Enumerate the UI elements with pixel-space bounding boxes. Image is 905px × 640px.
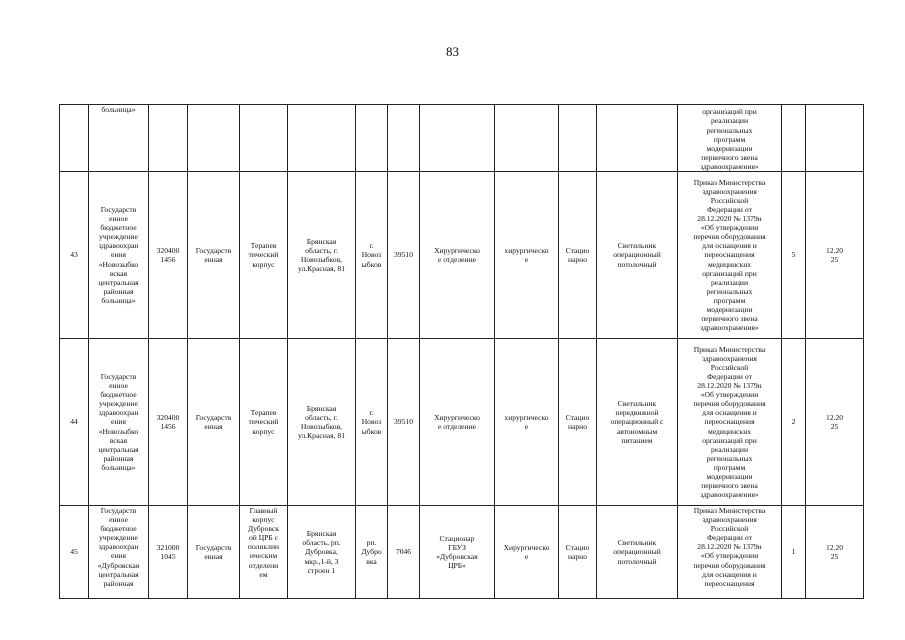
cell-quantity: 2 [782,339,806,506]
cell-num: 43 [60,172,89,339]
cell-basis: Приказ Министерства здравоохранения Российской Федерации от 28.12.2020 № 1379н «Об утверждении перечня оборудования для оснащения и переоснащения медицинских организаций при реализации региональных программ модернизации первичного звена здравоохранения» [678,339,782,506]
cell-care-form: Стацио нарно [559,506,597,599]
cell-code [149,105,188,172]
cell-equipment [597,105,678,172]
cell-locality: г. Новоз ыбков [356,339,388,506]
cell-address: Брянская область, рп. Дубровка, мкр.,1-й, 3 строен 1 [288,506,356,599]
cell-postcode: 39510 [388,339,420,506]
cell-care-form: Стацио нарно [559,172,597,339]
cell-postcode [388,105,420,172]
cell-code: 321000 1045 [149,506,188,599]
cell-equipment: Светильник операционный потолочный [597,506,678,599]
cell-num: 45 [60,506,89,599]
cell-care-form: Стацио нарно [559,339,597,506]
cell-code: 320400 1456 [149,172,188,339]
cell-quantity: 1 [782,506,806,599]
cell-department: Стационар ГБУЗ «Дубровская ЦРБ» [420,506,495,599]
cell-ownership: Государств енная [188,506,240,599]
cell-num [60,105,89,172]
cell-organization: Государств енное бюджетное учреждение здравоохран ения «Дубровская центральная районная [89,506,149,599]
cell-equipment: Светильник операционный потолочный [597,172,678,339]
cell-ownership [188,105,240,172]
cell-profile: хирургическо е [495,339,559,506]
cell-address: Брянская область, г. Новозыбков, ул.Красная, 81 [288,172,356,339]
cell-date [806,105,864,172]
cell-organization: больница» [89,105,149,172]
cell-basis: Приказ Министерства здравоохранения Российской Федерации от 28.12.2020 № 1379н «Об утверждении перечня оборудования для оснащения и переоснащения [678,506,782,599]
cell-date: 12.20 25 [806,172,864,339]
table-row [60,506,864,599]
cell-locality [356,105,388,172]
cell-ownership: Государств енная [188,339,240,506]
cell-locality: рп. Дубро вка [356,506,388,599]
cell-basis: Приказ Министерства здравоохранения Российской Федерации от 28.12.2020 № 1379н «Об утверждении перечня оборудования для оснащения и переоснащения медицинских организаций при реализации региональных программ модернизации первичного звена здравоохранения» [678,172,782,339]
cell-date: 12.20 25 [806,339,864,506]
cell-organization: Государств енное бюджетное учреждение здравоохран ения «Новозыбко вская центральная районная больница» [89,339,149,506]
cell-postcode: 39510 [388,172,420,339]
cell-postcode: 7046 [388,506,420,599]
cell-basis: организаций при реализации региональных программ модернизации первичного звена здравоохранения» [678,105,782,172]
cell-department: Хирургическо е отделение [420,172,495,339]
cell-num: 44 [60,339,89,506]
cell-building: Терапев тический корпус [240,172,288,339]
cell-department: Хирургическо е отделение [420,339,495,506]
table-row [60,105,864,172]
cell-profile: хирургическо е [495,172,559,339]
cell-equipment: Светильник передвижной операционный с автономным питанием [597,339,678,506]
cell-building: Терапев тический корпус [240,339,288,506]
cell-care-form [559,105,597,172]
cell-department [420,105,495,172]
equipment-table [59,104,864,599]
cell-profile: Хирургическо е [495,506,559,599]
cell-building [240,105,288,172]
cell-ownership: Государств енная [188,172,240,339]
table-row [60,172,864,339]
cell-date: 12.20 25 [806,506,864,599]
cell-profile [495,105,559,172]
cell-quantity [782,105,806,172]
cell-address: Брянская область, г. Новозыбков, ул.Красная, 81 [288,339,356,506]
page-number: 83 [446,44,459,59]
table-row [60,339,864,506]
cell-locality: г. Новоз ыбков [356,172,388,339]
cell-code: 320400 1456 [149,339,188,506]
cell-address [288,105,356,172]
cell-organization: Государств енное бюджетное учреждение здравоохран ения «Новозыбко вская центральная районная больница» [89,172,149,339]
cell-quantity: 5 [782,172,806,339]
cell-building: Главный корпус Дубровск ой ЦРБ с поликлин ическим отделени ем [240,506,288,599]
